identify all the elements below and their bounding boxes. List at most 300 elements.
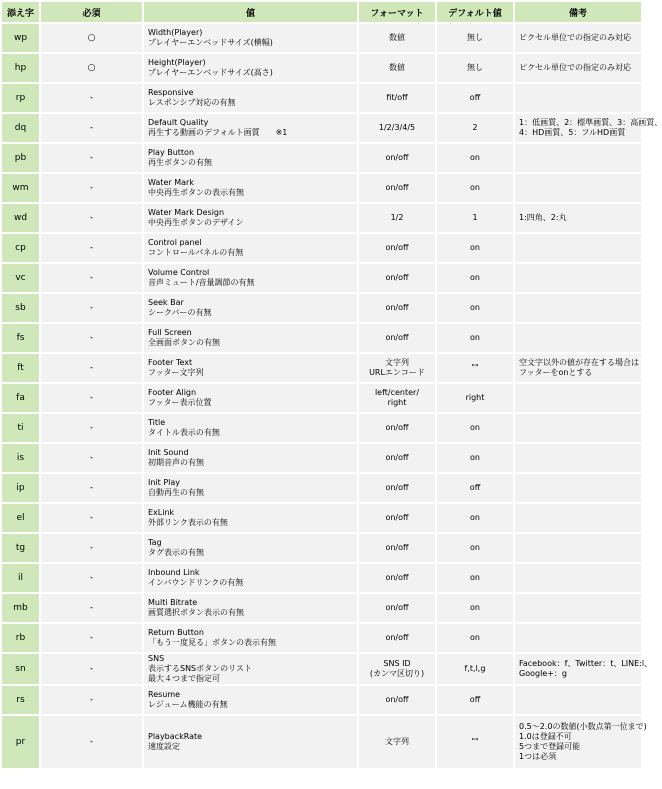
param-key-cell bbox=[2, 654, 39, 684]
default-cell bbox=[437, 384, 513, 412]
note-cell bbox=[515, 534, 641, 562]
default-cell bbox=[437, 686, 513, 714]
param-key-cell bbox=[2, 564, 39, 592]
default-cell bbox=[437, 114, 513, 142]
note-cell-line: ピクセル単位での指定のみ対応 bbox=[519, 33, 631, 42]
table-row bbox=[2, 654, 641, 684]
format-cell-line: on/off bbox=[385, 513, 409, 522]
param-key-cell bbox=[2, 144, 39, 172]
table-row bbox=[2, 716, 641, 768]
note-cell bbox=[515, 264, 641, 292]
required-cell-line: - bbox=[89, 273, 94, 283]
note-cell bbox=[515, 294, 641, 322]
table-row bbox=[2, 264, 641, 292]
default-cell-line: on bbox=[470, 513, 480, 522]
required-cell bbox=[41, 504, 142, 532]
param-key-cell-line: il bbox=[17, 573, 23, 583]
value-cell bbox=[144, 686, 357, 714]
format-cell bbox=[359, 24, 435, 52]
format-cell-line: right bbox=[387, 398, 407, 407]
value-cell-line: Control panel bbox=[148, 238, 202, 247]
value-cell bbox=[144, 324, 357, 352]
required-cell bbox=[41, 264, 142, 292]
default-cell-line: on bbox=[470, 543, 480, 552]
param-key-cell bbox=[2, 384, 39, 412]
value-cell bbox=[144, 24, 357, 52]
param-key-cell-line: hp bbox=[14, 63, 27, 73]
header-key: 添え字 bbox=[2, 2, 39, 22]
default-cell bbox=[437, 534, 513, 562]
format-cell bbox=[359, 624, 435, 652]
format-cell-line: on/off bbox=[385, 543, 409, 552]
required-cell-line: - bbox=[89, 543, 94, 553]
required-cell bbox=[41, 624, 142, 652]
required-cell bbox=[41, 686, 142, 714]
default-cell-line: on bbox=[470, 573, 480, 582]
value-cell-line: 速度設定 bbox=[148, 742, 180, 751]
required-cell bbox=[41, 474, 142, 502]
format-cell bbox=[359, 294, 435, 322]
note-cell bbox=[515, 54, 641, 82]
default-cell bbox=[437, 504, 513, 532]
format-cell bbox=[359, 174, 435, 202]
required-cell bbox=[41, 534, 142, 562]
note-cell bbox=[515, 564, 641, 592]
required-cell-line: - bbox=[89, 453, 94, 463]
format-cell bbox=[359, 534, 435, 562]
param-key-cell bbox=[2, 174, 39, 202]
param-key-cell-line: wm bbox=[12, 183, 29, 193]
note-cell bbox=[515, 144, 641, 172]
value-cell bbox=[144, 504, 357, 532]
format-cell bbox=[359, 444, 435, 472]
header-default: デフォルト値 bbox=[437, 2, 513, 22]
note-cell-line: Facebook：f、Twitter：t、LINE:l、 bbox=[519, 659, 653, 668]
table-row bbox=[2, 144, 641, 172]
value-cell-line: Height(Player) bbox=[148, 58, 206, 67]
note-cell bbox=[515, 624, 641, 652]
format-cell-line: on/off bbox=[385, 153, 409, 162]
value-cell bbox=[144, 444, 357, 472]
table-row bbox=[2, 686, 641, 714]
required-cell bbox=[41, 24, 142, 52]
default-cell-line: on bbox=[470, 423, 480, 432]
table-row bbox=[2, 174, 641, 202]
value-cell-line: プレイヤーエンベッドサイズ(高さ) bbox=[148, 68, 273, 77]
note-cell-line: Google+：g bbox=[519, 669, 567, 678]
default-cell bbox=[437, 204, 513, 232]
table-row bbox=[2, 624, 641, 652]
table-row bbox=[2, 324, 641, 352]
required-cell-line: ○ bbox=[87, 63, 96, 73]
default-cell bbox=[437, 414, 513, 442]
required-cell bbox=[41, 114, 142, 142]
note-cell bbox=[515, 354, 641, 382]
table-row bbox=[2, 54, 641, 82]
value-cell bbox=[144, 264, 357, 292]
value-cell-line: 再生ボタンの有無 bbox=[148, 158, 212, 167]
value-cell-line: タイトル表示の有無 bbox=[148, 428, 220, 437]
header-note: 備考 bbox=[515, 2, 641, 22]
default-cell bbox=[437, 84, 513, 112]
required-cell bbox=[41, 324, 142, 352]
param-key-cell-line: ft bbox=[17, 363, 24, 373]
value-cell bbox=[144, 144, 357, 172]
format-cell bbox=[359, 594, 435, 622]
table-row bbox=[2, 84, 641, 112]
table-row bbox=[2, 384, 641, 412]
table-row bbox=[2, 294, 641, 322]
required-cell-line: - bbox=[89, 213, 94, 223]
value-cell bbox=[144, 84, 357, 112]
default-cell bbox=[437, 234, 513, 262]
table-row bbox=[2, 114, 641, 142]
value-cell-line: 初期音声の有無 bbox=[148, 458, 204, 467]
value-cell-line: Water Mark Design bbox=[148, 208, 225, 217]
default-cell bbox=[437, 444, 513, 472]
param-key-cell bbox=[2, 84, 39, 112]
format-cell bbox=[359, 234, 435, 262]
param-key-cell bbox=[2, 324, 39, 352]
default-cell bbox=[437, 264, 513, 292]
table-row bbox=[2, 444, 641, 472]
value-cell-line: タグ表示の有無 bbox=[148, 548, 204, 557]
default-cell-line: on bbox=[470, 303, 480, 312]
note-cell bbox=[515, 504, 641, 532]
value-cell-line: SNS bbox=[148, 654, 165, 663]
required-cell-line: - bbox=[89, 633, 94, 643]
value-cell bbox=[144, 654, 357, 684]
param-key-cell-line: fa bbox=[16, 393, 25, 403]
default-cell bbox=[437, 54, 513, 82]
param-key-cell bbox=[2, 716, 39, 768]
note-cell bbox=[515, 204, 641, 232]
value-cell-line: Title bbox=[148, 418, 166, 427]
param-key-cell-line: wd bbox=[13, 213, 28, 223]
value-cell-line: レジューム機能の有無 bbox=[148, 700, 228, 709]
value-cell bbox=[144, 624, 357, 652]
format-cell-line: on/off bbox=[385, 333, 409, 342]
required-cell bbox=[41, 414, 142, 442]
table-row bbox=[2, 474, 641, 502]
required-cell bbox=[41, 444, 142, 472]
format-cell-line: on/off bbox=[385, 695, 409, 704]
value-cell-line: Default Quality bbox=[148, 118, 209, 127]
param-key-cell bbox=[2, 114, 39, 142]
default-cell bbox=[437, 144, 513, 172]
format-cell bbox=[359, 264, 435, 292]
note-cell-line: 0.5～2.0の数値(小数点第一位まで) bbox=[519, 722, 647, 731]
param-key-cell-line: fs bbox=[16, 333, 25, 343]
param-key-cell-line: sn bbox=[15, 664, 26, 674]
format-cell-line: on/off bbox=[385, 273, 409, 282]
value-cell-line: Full Screen bbox=[148, 328, 192, 337]
value-cell-line: Inbound Link bbox=[148, 568, 200, 577]
format-cell bbox=[359, 654, 435, 684]
param-key-cell bbox=[2, 444, 39, 472]
note-cell bbox=[515, 686, 641, 714]
default-cell-line: 無し bbox=[467, 63, 483, 72]
note-cell-line: フッターをonとする bbox=[519, 368, 593, 377]
value-cell-line: 中央再生ボタンの表示有無 bbox=[148, 188, 244, 197]
note-cell bbox=[515, 24, 641, 52]
format-cell-line: on/off bbox=[385, 303, 409, 312]
note-cell bbox=[515, 174, 641, 202]
param-key-cell-line: cp bbox=[15, 243, 26, 253]
note-cell-line: ピクセル単位での指定のみ対応 bbox=[519, 63, 631, 72]
value-cell-line: Tag bbox=[148, 538, 162, 547]
value-cell bbox=[144, 114, 357, 142]
value-cell-line: Footer Text bbox=[148, 358, 193, 367]
value-cell-line: Init Sound bbox=[148, 448, 189, 457]
default-cell bbox=[437, 324, 513, 352]
value-cell-line: Responsive bbox=[148, 88, 194, 97]
header-value: 値 bbox=[144, 2, 357, 22]
note-cell-line: 5つまで登録可能 bbox=[519, 742, 581, 751]
value-cell-line: 「もう一度見る」ボタンの表示有無 bbox=[148, 638, 276, 647]
default-cell-line: 2 bbox=[472, 123, 478, 132]
required-cell bbox=[41, 54, 142, 82]
format-cell bbox=[359, 354, 435, 382]
param-key-cell bbox=[2, 264, 39, 292]
default-cell bbox=[437, 24, 513, 52]
required-cell-line: - bbox=[89, 93, 94, 103]
table-row bbox=[2, 204, 641, 232]
format-cell bbox=[359, 564, 435, 592]
header-row bbox=[2, 2, 641, 22]
format-cell-line: on/off bbox=[385, 483, 409, 492]
param-key-cell bbox=[2, 504, 39, 532]
table-row bbox=[2, 234, 641, 262]
value-cell-line: Return Button bbox=[148, 628, 204, 637]
note-cell bbox=[515, 84, 641, 112]
note-cell-line: 1：低画質、2：標準画質、3：高画質、 bbox=[519, 118, 662, 127]
param-key-cell bbox=[2, 534, 39, 562]
param-key-cell bbox=[2, 234, 39, 262]
param-key-cell bbox=[2, 24, 39, 52]
default-cell-line: "" bbox=[471, 737, 479, 746]
note-cell bbox=[515, 414, 641, 442]
format-cell-line: 文字列 bbox=[385, 737, 409, 746]
note-cell bbox=[515, 654, 653, 684]
format-cell bbox=[359, 324, 435, 352]
format-cell-line: on/off bbox=[385, 633, 409, 642]
value-cell-line: 外部リンク表示の有無 bbox=[148, 518, 228, 527]
required-cell bbox=[41, 84, 142, 112]
required-cell-line: - bbox=[89, 664, 94, 674]
value-cell-line: Play Button bbox=[148, 148, 195, 157]
format-cell-line: URLエンコード bbox=[369, 368, 425, 377]
required-cell-line: - bbox=[89, 153, 94, 163]
required-cell-line: - bbox=[89, 333, 94, 343]
format-cell bbox=[359, 144, 435, 172]
default-cell-line: on bbox=[470, 633, 480, 642]
param-key-cell bbox=[2, 204, 39, 232]
note-cell bbox=[515, 716, 647, 768]
note-cell-line: 空文字以外の値が存在する場合は bbox=[519, 358, 639, 367]
required-cell-line: - bbox=[89, 573, 94, 583]
value-cell bbox=[144, 294, 357, 322]
value-cell-line: レスポンシブ対応の有無 bbox=[148, 98, 236, 107]
required-cell-line: - bbox=[89, 183, 94, 193]
param-key-cell-line: dq bbox=[14, 123, 27, 133]
format-cell-line: 文字列 bbox=[385, 358, 409, 367]
format-cell bbox=[359, 114, 435, 142]
required-cell bbox=[41, 144, 142, 172]
param-key-cell bbox=[2, 594, 39, 622]
param-key-cell-line: sb bbox=[15, 303, 26, 313]
note-cell bbox=[515, 594, 641, 622]
required-cell bbox=[41, 234, 142, 262]
param-key-cell-line: pb bbox=[14, 153, 27, 163]
default-cell bbox=[437, 564, 513, 592]
param-key-cell-line: ip bbox=[16, 483, 25, 493]
table-row bbox=[2, 24, 641, 52]
value-cell bbox=[144, 716, 357, 768]
default-cell-line: f,t,l,g bbox=[464, 664, 486, 673]
format-cell bbox=[359, 716, 435, 768]
value-cell-line: シークバーの有無 bbox=[148, 308, 212, 317]
default-cell bbox=[437, 294, 513, 322]
value-cell-line: フッター文字列 bbox=[148, 368, 204, 377]
default-cell-line: 1 bbox=[472, 213, 478, 222]
value-cell-line: 自動再生の有無 bbox=[148, 488, 204, 497]
default-cell-line: on bbox=[470, 183, 480, 192]
note-cell-line: 1.0は登録不可 bbox=[519, 732, 572, 741]
format-cell-line: on/off bbox=[385, 603, 409, 612]
format-cell bbox=[359, 686, 435, 714]
default-cell bbox=[437, 716, 513, 768]
required-cell bbox=[41, 564, 142, 592]
default-cell bbox=[437, 174, 513, 202]
format-cell bbox=[359, 84, 435, 112]
required-cell bbox=[41, 174, 142, 202]
format-cell-line: SNS ID bbox=[383, 659, 411, 668]
required-cell-line: ○ bbox=[87, 33, 96, 43]
value-cell bbox=[144, 234, 357, 262]
param-key-cell bbox=[2, 686, 39, 714]
value-cell bbox=[144, 384, 357, 412]
param-key-cell-line: vc bbox=[15, 273, 26, 283]
param-key-cell-line: wp bbox=[13, 33, 28, 43]
format-cell bbox=[359, 384, 435, 412]
default-cell-line: off bbox=[469, 695, 481, 704]
table-row bbox=[2, 564, 641, 592]
format-cell-line: on/off bbox=[385, 183, 409, 192]
value-cell-line: Seek Bar bbox=[148, 298, 184, 307]
default-cell-line: 無し bbox=[467, 33, 483, 42]
value-cell-line: Footer Align bbox=[148, 388, 197, 397]
required-cell-line: - bbox=[89, 513, 94, 523]
param-key-cell bbox=[2, 624, 39, 652]
param-key-cell bbox=[2, 54, 39, 82]
value-cell-line: コントロールパネルの有無 bbox=[148, 248, 244, 257]
format-cell bbox=[359, 414, 435, 442]
note-cell bbox=[515, 384, 641, 412]
param-key-cell bbox=[2, 414, 39, 442]
param-key-cell-line: pr bbox=[15, 737, 26, 747]
format-cell-line: 数値 bbox=[389, 33, 405, 42]
default-cell bbox=[437, 594, 513, 622]
format-cell bbox=[359, 474, 435, 502]
required-cell bbox=[41, 716, 142, 768]
default-cell bbox=[437, 354, 513, 382]
value-cell-line: Multi Bitrate bbox=[148, 598, 198, 607]
param-key-cell-line: mb bbox=[13, 603, 28, 613]
value-cell-line: 表示するSNSボタンのリスト bbox=[148, 664, 252, 673]
header-required: 必須 bbox=[41, 2, 142, 22]
value-cell bbox=[144, 174, 357, 202]
default-cell-line: off bbox=[469, 93, 481, 102]
required-cell bbox=[41, 354, 142, 382]
default-cell-line: "" bbox=[471, 363, 479, 372]
table-row bbox=[2, 534, 641, 562]
required-cell-line: - bbox=[89, 737, 94, 747]
default-cell-line: on bbox=[470, 273, 480, 282]
value-cell-line: インバウンドリンクの有無 bbox=[148, 578, 244, 587]
required-cell-line: - bbox=[89, 363, 94, 373]
note-cell-line: 1つは必須 bbox=[519, 752, 557, 761]
required-cell bbox=[41, 594, 142, 622]
param-key-cell bbox=[2, 474, 39, 502]
param-key-cell-line: rb bbox=[15, 633, 26, 643]
value-cell-line: 画質選択ボタン表示の有無 bbox=[148, 608, 244, 617]
format-cell-line: on/off bbox=[385, 573, 409, 582]
param-key-cell-line: tg bbox=[15, 543, 26, 553]
value-cell-line: 音声ミュート/音量調節の有無 bbox=[148, 278, 255, 287]
default-cell-line: on bbox=[470, 243, 480, 252]
default-cell bbox=[437, 654, 513, 684]
param-key-cell-line: ti bbox=[17, 423, 24, 433]
format-cell bbox=[359, 54, 435, 82]
value-cell bbox=[144, 594, 357, 622]
param-key-cell-line: rp bbox=[15, 93, 26, 103]
value-cell-line: ExLink bbox=[148, 508, 175, 517]
value-cell-line: 最大４つまで指定可 bbox=[148, 674, 220, 683]
param-key-cell-line: rs bbox=[16, 695, 25, 705]
table-row bbox=[2, 594, 641, 622]
default-cell-line: on bbox=[470, 603, 480, 612]
param-key-cell bbox=[2, 294, 39, 322]
table-body bbox=[2, 24, 662, 768]
format-cell-line: (カンマ区切り) bbox=[369, 669, 425, 678]
required-cell-line: - bbox=[89, 695, 94, 705]
value-cell-line: 全画面ボタンの有無 bbox=[148, 338, 220, 347]
format-cell bbox=[359, 204, 435, 232]
required-cell bbox=[41, 204, 142, 232]
value-cell bbox=[144, 474, 357, 502]
value-cell bbox=[144, 204, 357, 232]
param-key-cell-line: el bbox=[16, 513, 25, 523]
format-cell-line: 1/2 bbox=[390, 213, 404, 222]
value-cell-line: Width(Player) bbox=[148, 28, 203, 37]
value-cell bbox=[144, 564, 357, 592]
note-cell bbox=[515, 114, 662, 142]
required-cell-line: - bbox=[89, 393, 94, 403]
required-cell-line: - bbox=[89, 423, 94, 433]
default-cell bbox=[437, 624, 513, 652]
value-cell bbox=[144, 534, 357, 562]
note-cell bbox=[515, 234, 641, 262]
format-cell-line: 1/2/3/4/5 bbox=[378, 123, 416, 132]
value-cell-line: Init Play bbox=[148, 478, 181, 487]
value-cell-line: Water Mark bbox=[148, 178, 194, 187]
value-cell bbox=[144, 54, 357, 82]
required-cell bbox=[41, 294, 142, 322]
value-cell-line: フッター表示位置 bbox=[148, 398, 212, 407]
default-cell-line: right bbox=[465, 393, 485, 402]
required-cell-line: - bbox=[89, 603, 94, 613]
